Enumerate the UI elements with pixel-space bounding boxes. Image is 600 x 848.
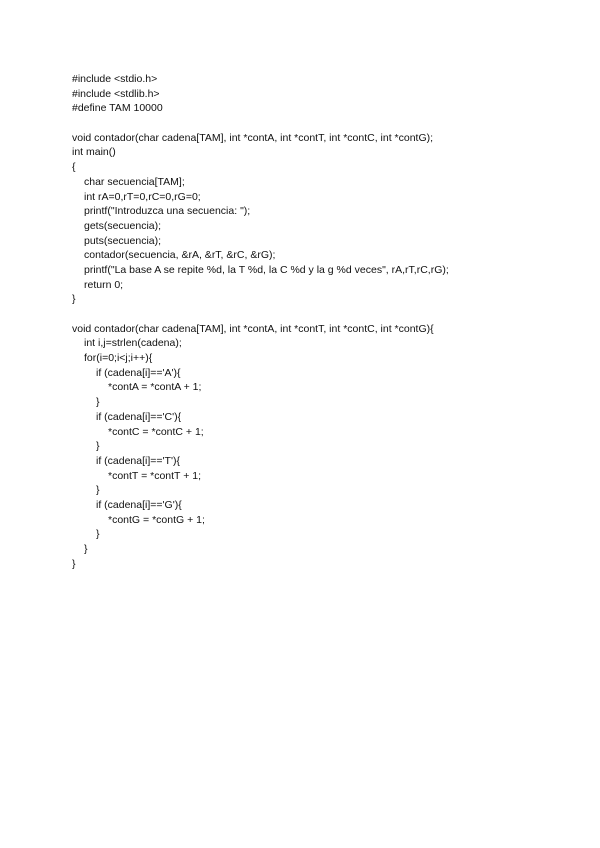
code-line: if (cadena[i]=='T'){ xyxy=(96,454,180,467)
code-line: contador(secuencia, &rA, &rT, &rC, &rG); xyxy=(84,249,276,262)
code-line: *contA = *contA + 1; xyxy=(108,381,202,394)
code-line xyxy=(72,116,582,131)
code-line: *contC = *contC + 1; xyxy=(108,425,204,438)
code-line: } xyxy=(72,293,76,306)
code-line: printf("Introduzca una secuencia: "); xyxy=(84,205,251,218)
code-line: int rA=0,rT=0,rC=0,rG=0; xyxy=(84,190,201,203)
code-line: char secuencia[TAM]; xyxy=(84,175,185,188)
code-line: int i,j=strlen(cadena); xyxy=(84,337,182,350)
code-line: } xyxy=(96,528,100,541)
code-line: #include <stdio.h> xyxy=(72,73,158,85)
code-line: *contG = *contG + 1; xyxy=(108,513,205,526)
code-line: if (cadena[i]=='A'){ xyxy=(96,366,181,379)
code-line: } xyxy=(96,396,100,409)
code-line: } xyxy=(84,543,88,555)
code-line: } xyxy=(96,484,100,497)
code-line: printf("La base A se repite %d, la T %d, la C %d y la g %d veces", rA,rT,rC,rG); xyxy=(84,263,449,276)
code-line: return 0; xyxy=(84,278,124,291)
code-line: void contador(char cadena[TAM], int *contA, int *contT, int *contC, int *contG); xyxy=(72,131,434,144)
code-line xyxy=(72,307,582,322)
code-line: void contador(char cadena[TAM], int *contA, int *contT, int *contC, int *contG){ xyxy=(72,322,434,335)
code-line: #include <stdlib.h> xyxy=(72,87,160,100)
code-line: #define TAM 10000 xyxy=(72,102,163,115)
code-line: if (cadena[i]=='C'){ xyxy=(96,410,182,423)
code-line: puts(secuencia); xyxy=(84,234,162,247)
code-line: *contT = *contT + 1; xyxy=(108,469,202,482)
code-line: int main() xyxy=(72,146,116,159)
code-line: gets(secuencia); xyxy=(84,219,162,232)
code-line: for(i=0;i<j;i++){ xyxy=(84,352,153,365)
code-line: { xyxy=(72,161,76,174)
code-line: if (cadena[i]=='G'){ xyxy=(96,498,182,511)
code-listing xyxy=(72,72,582,571)
code-line: } xyxy=(72,557,76,570)
code-line: } xyxy=(96,440,100,453)
